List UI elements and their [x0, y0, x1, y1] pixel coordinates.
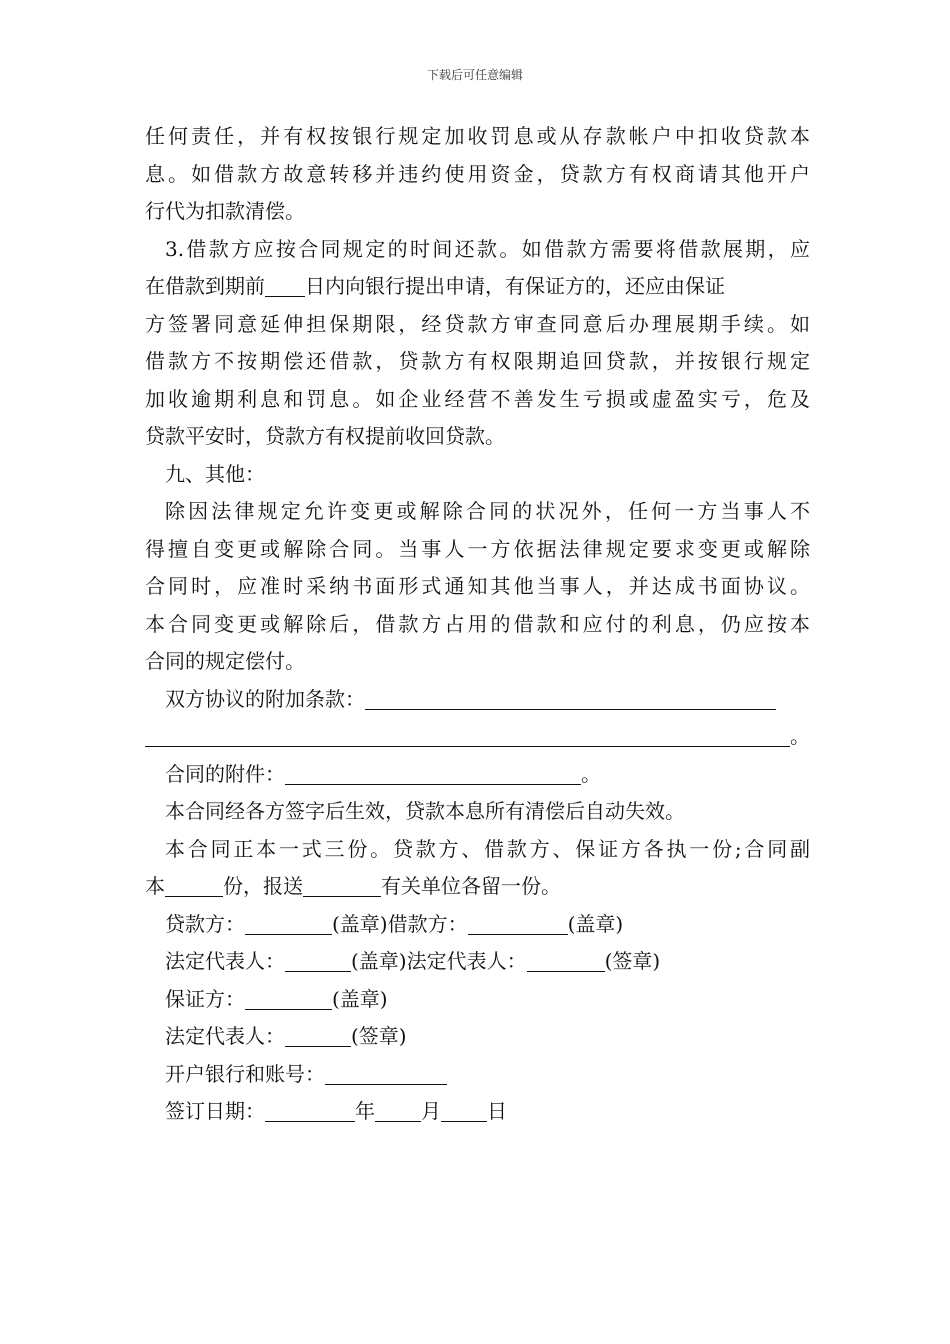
- legal-rep2-blank[interactable]: [527, 947, 605, 972]
- year-blank[interactable]: [265, 1097, 355, 1122]
- copies-start: 本: [145, 874, 165, 898]
- para1-line3: 行代为扣款清偿。: [145, 199, 305, 223]
- report-to-blank[interactable]: [303, 872, 381, 897]
- guarantor-seal: (盖章): [332, 986, 388, 1011]
- para1-line1: 任何责任，并有权按银行规定加收罚息或从存款帐户中扣收贷款本: [145, 124, 810, 148]
- copies-count-blank[interactable]: [165, 872, 223, 897]
- effective-clause: 本合同经各方签字后生效，贷款本息所有清偿后自动失效。: [165, 799, 685, 823]
- additional-terms-cont: [145, 718, 810, 756]
- sign-date-line: [145, 1093, 810, 1131]
- para2-line5: 加收逾期利息和罚息。如企业经营不善发生亏损或虚盈实亏，危及: [145, 386, 810, 411]
- additional-terms-blank-2[interactable]: [145, 722, 790, 747]
- legal-rep1-seal: (盖章): [351, 949, 407, 973]
- bank-label: 开户银行和账号：: [165, 1061, 325, 1086]
- copies-mid: 份，报送: [223, 874, 303, 898]
- bank-account-blank[interactable]: [325, 1060, 447, 1085]
- para2-line4: 借款方不按期偿还借款，贷款方有权限期追回贷款，并按银行规定: [145, 349, 810, 373]
- day-label: 日: [487, 1099, 507, 1123]
- additional-terms-blank-1[interactable]: [365, 685, 776, 710]
- lender-blank[interactable]: [245, 910, 332, 935]
- guarantor-line: [145, 981, 810, 1019]
- legal-rep1-blank[interactable]: [285, 947, 351, 972]
- additional-terms: [145, 681, 810, 719]
- date-label: 签订日期：: [165, 1099, 265, 1123]
- guarantor-rep-line: [145, 1018, 810, 1056]
- days-blank[interactable]: [265, 272, 305, 297]
- legal-rep3-blank[interactable]: [285, 1022, 351, 1047]
- attachment-label: 合同的附件：: [165, 761, 285, 786]
- attachment-end: 。: [581, 761, 601, 786]
- legal-rep-line: [145, 943, 810, 981]
- lender-seal: (盖章): [332, 911, 388, 936]
- section9-heading: 九、其他：: [165, 461, 265, 486]
- copies-line2: [145, 868, 810, 906]
- para2-line3: 方签署同意延伸担保期限，经贷款方审查同意后办理展期手续。如: [145, 311, 810, 336]
- attachment-line: [145, 756, 810, 794]
- para2-line1: 3.借款方应按合同规定的时间还款。如借款方需要将借款展期，应: [165, 236, 810, 261]
- borrower-seal: (盖章): [567, 911, 624, 936]
- section9-line2: 得擅自变更或解除合同。当事人一方依据法律规定要求变更或解除: [145, 536, 810, 561]
- legal-rep2-label: 法定代表人：: [406, 949, 527, 973]
- para1-line2: 息。如借款方故意转移并违约使用资金，贷款方有权商请其他开户: [145, 161, 810, 186]
- month-label: 月: [421, 1099, 441, 1123]
- day-blank[interactable]: [441, 1097, 487, 1122]
- section9-line3: 合同时，应准时采纳书面形式通知其他当事人，并达成书面协议。: [145, 574, 810, 598]
- para2-line2-end: 日内向银行提出申请，有保证方的，还应由保证: [305, 274, 725, 298]
- document-body: [145, 118, 810, 1131]
- copies-end: 有关单位各留一份。: [381, 874, 561, 898]
- borrower-blank[interactable]: [468, 910, 568, 935]
- guarantor-blank[interactable]: [245, 985, 332, 1010]
- bank-account-line: [145, 1056, 810, 1094]
- additional-terms-end: 。: [790, 724, 810, 748]
- copies-line1: 本合同正本一式三份。贷款方、借款方、保证方各执一份;合同副: [165, 836, 810, 861]
- page-header: 下载后可任意编辑: [426, 68, 523, 82]
- attachment-blank[interactable]: [285, 760, 581, 785]
- legal-rep1-label: 法定代表人：: [165, 949, 285, 973]
- month-blank[interactable]: [375, 1097, 421, 1122]
- section9-line4: 本合同变更或解除后，借款方占用的借款和应付的利息，仍应按本: [145, 611, 810, 636]
- lender-label: 贷款方：: [165, 911, 245, 936]
- para2-line6: 贷款平安时，贷款方有权提前收回贷款。: [145, 424, 505, 448]
- para2-line2-start: 在借款到期前: [145, 274, 265, 298]
- legal-rep3-label: 法定代表人：: [165, 1024, 285, 1048]
- guarantor-label: 保证方：: [165, 986, 245, 1011]
- year-label: 年: [355, 1099, 375, 1123]
- section9-line1: 除因法律规定允许变更或解除合同的状况外，任何一方当事人不: [165, 499, 810, 523]
- legal-rep3-sign: (签章): [351, 1024, 407, 1048]
- additional-terms-label: 双方协议的附加条款：: [165, 686, 365, 711]
- borrower-label: 借款方：: [387, 911, 468, 936]
- lender-borrower-line: [145, 906, 810, 944]
- legal-rep2-sign: (签章): [604, 949, 661, 973]
- section9-line5: 合同的规定偿付。: [145, 649, 305, 673]
- para2-line2: [145, 268, 810, 306]
